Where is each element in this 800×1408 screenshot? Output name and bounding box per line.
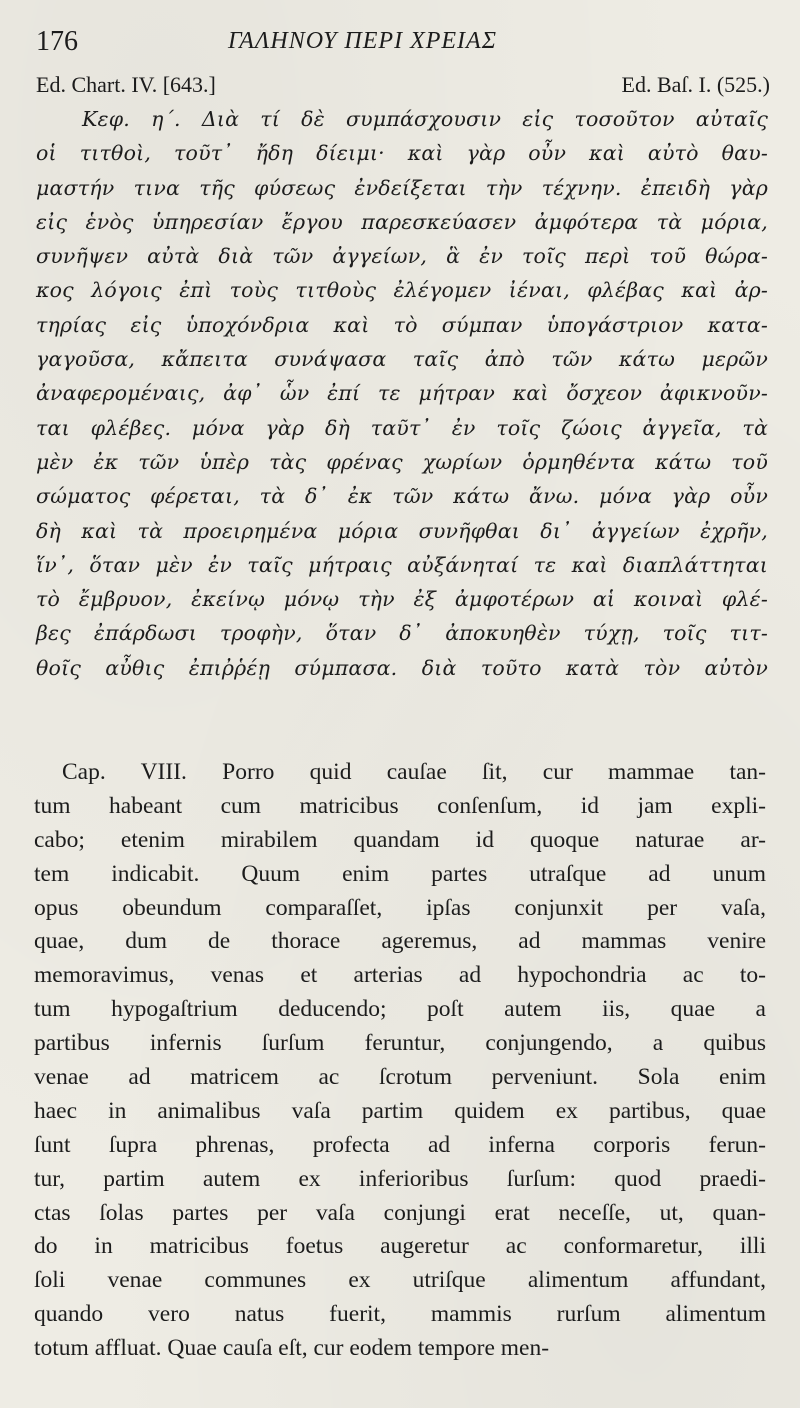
latin-line: tur, partim autem ex inferioribus ſurſum: quod praedi-	[34, 1165, 766, 1192]
greek-line: σώματος φέρεται, τὰ δ᾽ ἐκ τῶν κάτω ἄνω. μόνα γὰρ οὖν	[36, 484, 768, 509]
latin-line: cabo; etenim mirabilem quandam id quoque naturae ar-	[34, 826, 766, 853]
greek-line: Κεφ. η΄. Διὰ τί δὲ συμπάσχουσιν εἰς τοσοῦτον αὐταῖς	[82, 107, 768, 131]
latin-line: quae, dum de thorace ageremus, ad mammas venire	[34, 928, 766, 955]
edition-references	[36, 72, 770, 102]
greek-line: κος λόγοις ἐπὶ τοὺς τιτθοὺς ἐλέγομεν ἰέναι, φλέβας καὶ ἀρ-	[36, 278, 768, 303]
greek-line: οἱ τιτθοὶ, τοῦτ᾽ ἤδη δίειμι· καὶ γὰρ οὖν καὶ αὐτὸ θαυ-	[36, 141, 768, 166]
latin-text	[34, 756, 766, 1366]
greek-line: γαγοῦσα, κἄπειτα συνάψασα ταῖς ἀπὸ τῶν κάτω μερῶν	[36, 347, 768, 372]
latin-line: totum affluat. Quae cauſa eſt, cur eodem tempore men-	[34, 1335, 550, 1362]
page-header	[36, 22, 762, 62]
greek-line: τηρίας εἰς ὑποχόνδρια καὶ τὸ σύμπαν ὑπογάστριον κατα-	[36, 312, 768, 337]
latin-line: do in matricibus foetus augeretur ac conformaretur, illi	[34, 1233, 766, 1260]
latin-line: quando vero natus fuerit, mammis rurſum alimentum	[34, 1301, 766, 1328]
greek-line: ται φλέβες. μόνα γὰρ δὴ ταῦτ᾽ ἐν τοῖς ζώοις ἀγγεῖα, τὰ	[36, 415, 768, 440]
page-number: 176	[36, 26, 78, 57]
latin-line: Cap. VIII. Porro quid cauſae ſit, cur mammae tan-	[62, 759, 766, 785]
greek-line: δὴ καὶ τὰ προειρημένα μόρια συνῆφθαι δι᾽ ἀγγείων ἐχρῆν,	[36, 518, 768, 543]
greek-line: συνῆψεν αὐτὰ διὰ τῶν ἀγγείων, ἃ ἐν τοῖς περὶ τοῦ θώρα-	[36, 244, 768, 269]
latin-line: opus obeundum comparaſſet, ipſas conjunxit per vaſa,	[34, 894, 766, 921]
latin-line: haec in animalibus vaſa partim quidem ex partibus, quae	[34, 1097, 766, 1124]
greek-line: μὲν ἐκ τῶν ὑπὲρ τὰς φρένας χωρίων ὁρμηθέντα κάτω τοῦ	[36, 449, 768, 474]
latin-line: tem indicabit. Quum enim partes utraſque ad unum	[34, 860, 766, 887]
greek-line: θοῖς αὖθις ἐπιῤῥέῃ σύμπασα. διὰ τοῦτο κατὰ τὸν αὐτὸν	[36, 655, 768, 680]
latin-line: partibus infernis ſurſum feruntur, conjungendo, a quibus	[34, 1030, 766, 1057]
edition-chartier: Ed. Chart. IV. [643.]	[36, 72, 216, 97]
greek-line: ἀναφερομέναις, ἀφ᾽ ὧν ἐπί τε μήτραν καὶ ὄσχεον ἀφικνοῦν-	[36, 381, 768, 406]
latin-line: tum hypogaſtrium deducendo; poſt autem iis, quae a	[34, 996, 766, 1023]
greek-text	[36, 102, 768, 685]
greek-line: μαστήν τινα τῆς φύσεως ἐνδείξεται τὴν τέχνην. ἐπειδὴ γὰρ	[36, 175, 768, 200]
latin-line: ctas ſolas partes per vaſa conjungi erat neceſſe, ut, quan-	[34, 1199, 766, 1226]
latin-line: ſoli venae communes ex utriſque alimentum affundant,	[34, 1267, 766, 1294]
latin-line: venae ad matricem ac ſcrotum perveniunt. Sola enim	[34, 1064, 766, 1091]
latin-line: memoravimus, venas et arterias ad hypochondria ac to-	[34, 962, 766, 989]
edition-basel: Ed. Baſ. I. (525.)	[621, 72, 770, 97]
greek-line: εἰς ἑνὸς ὑπηρεσίαν ἔργου παρεσκεύασεν ἀμφότερα τὰ μόρια,	[36, 209, 768, 234]
latin-line: ſunt ſupra phrenas, profecta ad inferna corporis ferun-	[34, 1131, 766, 1158]
running-title: ΓΑΛΗΝΟΥ ΠΕΡΙ ΧΡΕΙΑΣ	[228, 28, 497, 54]
greek-line: βες ἐπάρδωσι τροφὴν, ὅταν δ᾽ ἀποκυηθὲν τύχῃ, τοῖς τιτ-	[36, 621, 768, 646]
greek-line: τὸ ἔμβρυον, ἐκείνῳ μόνῳ τὴν ἐξ ἀμφοτέρων αἱ κοιναὶ φλέ-	[36, 587, 768, 612]
latin-line: tum habeant cum matricibus conſenſum, id jam expli-	[34, 792, 766, 819]
greek-line: ἵν᾽, ὅταν μὲν ἐν ταῖς μήτραις αὐξάνηταί τε καὶ διαπλάττηται	[36, 552, 768, 577]
